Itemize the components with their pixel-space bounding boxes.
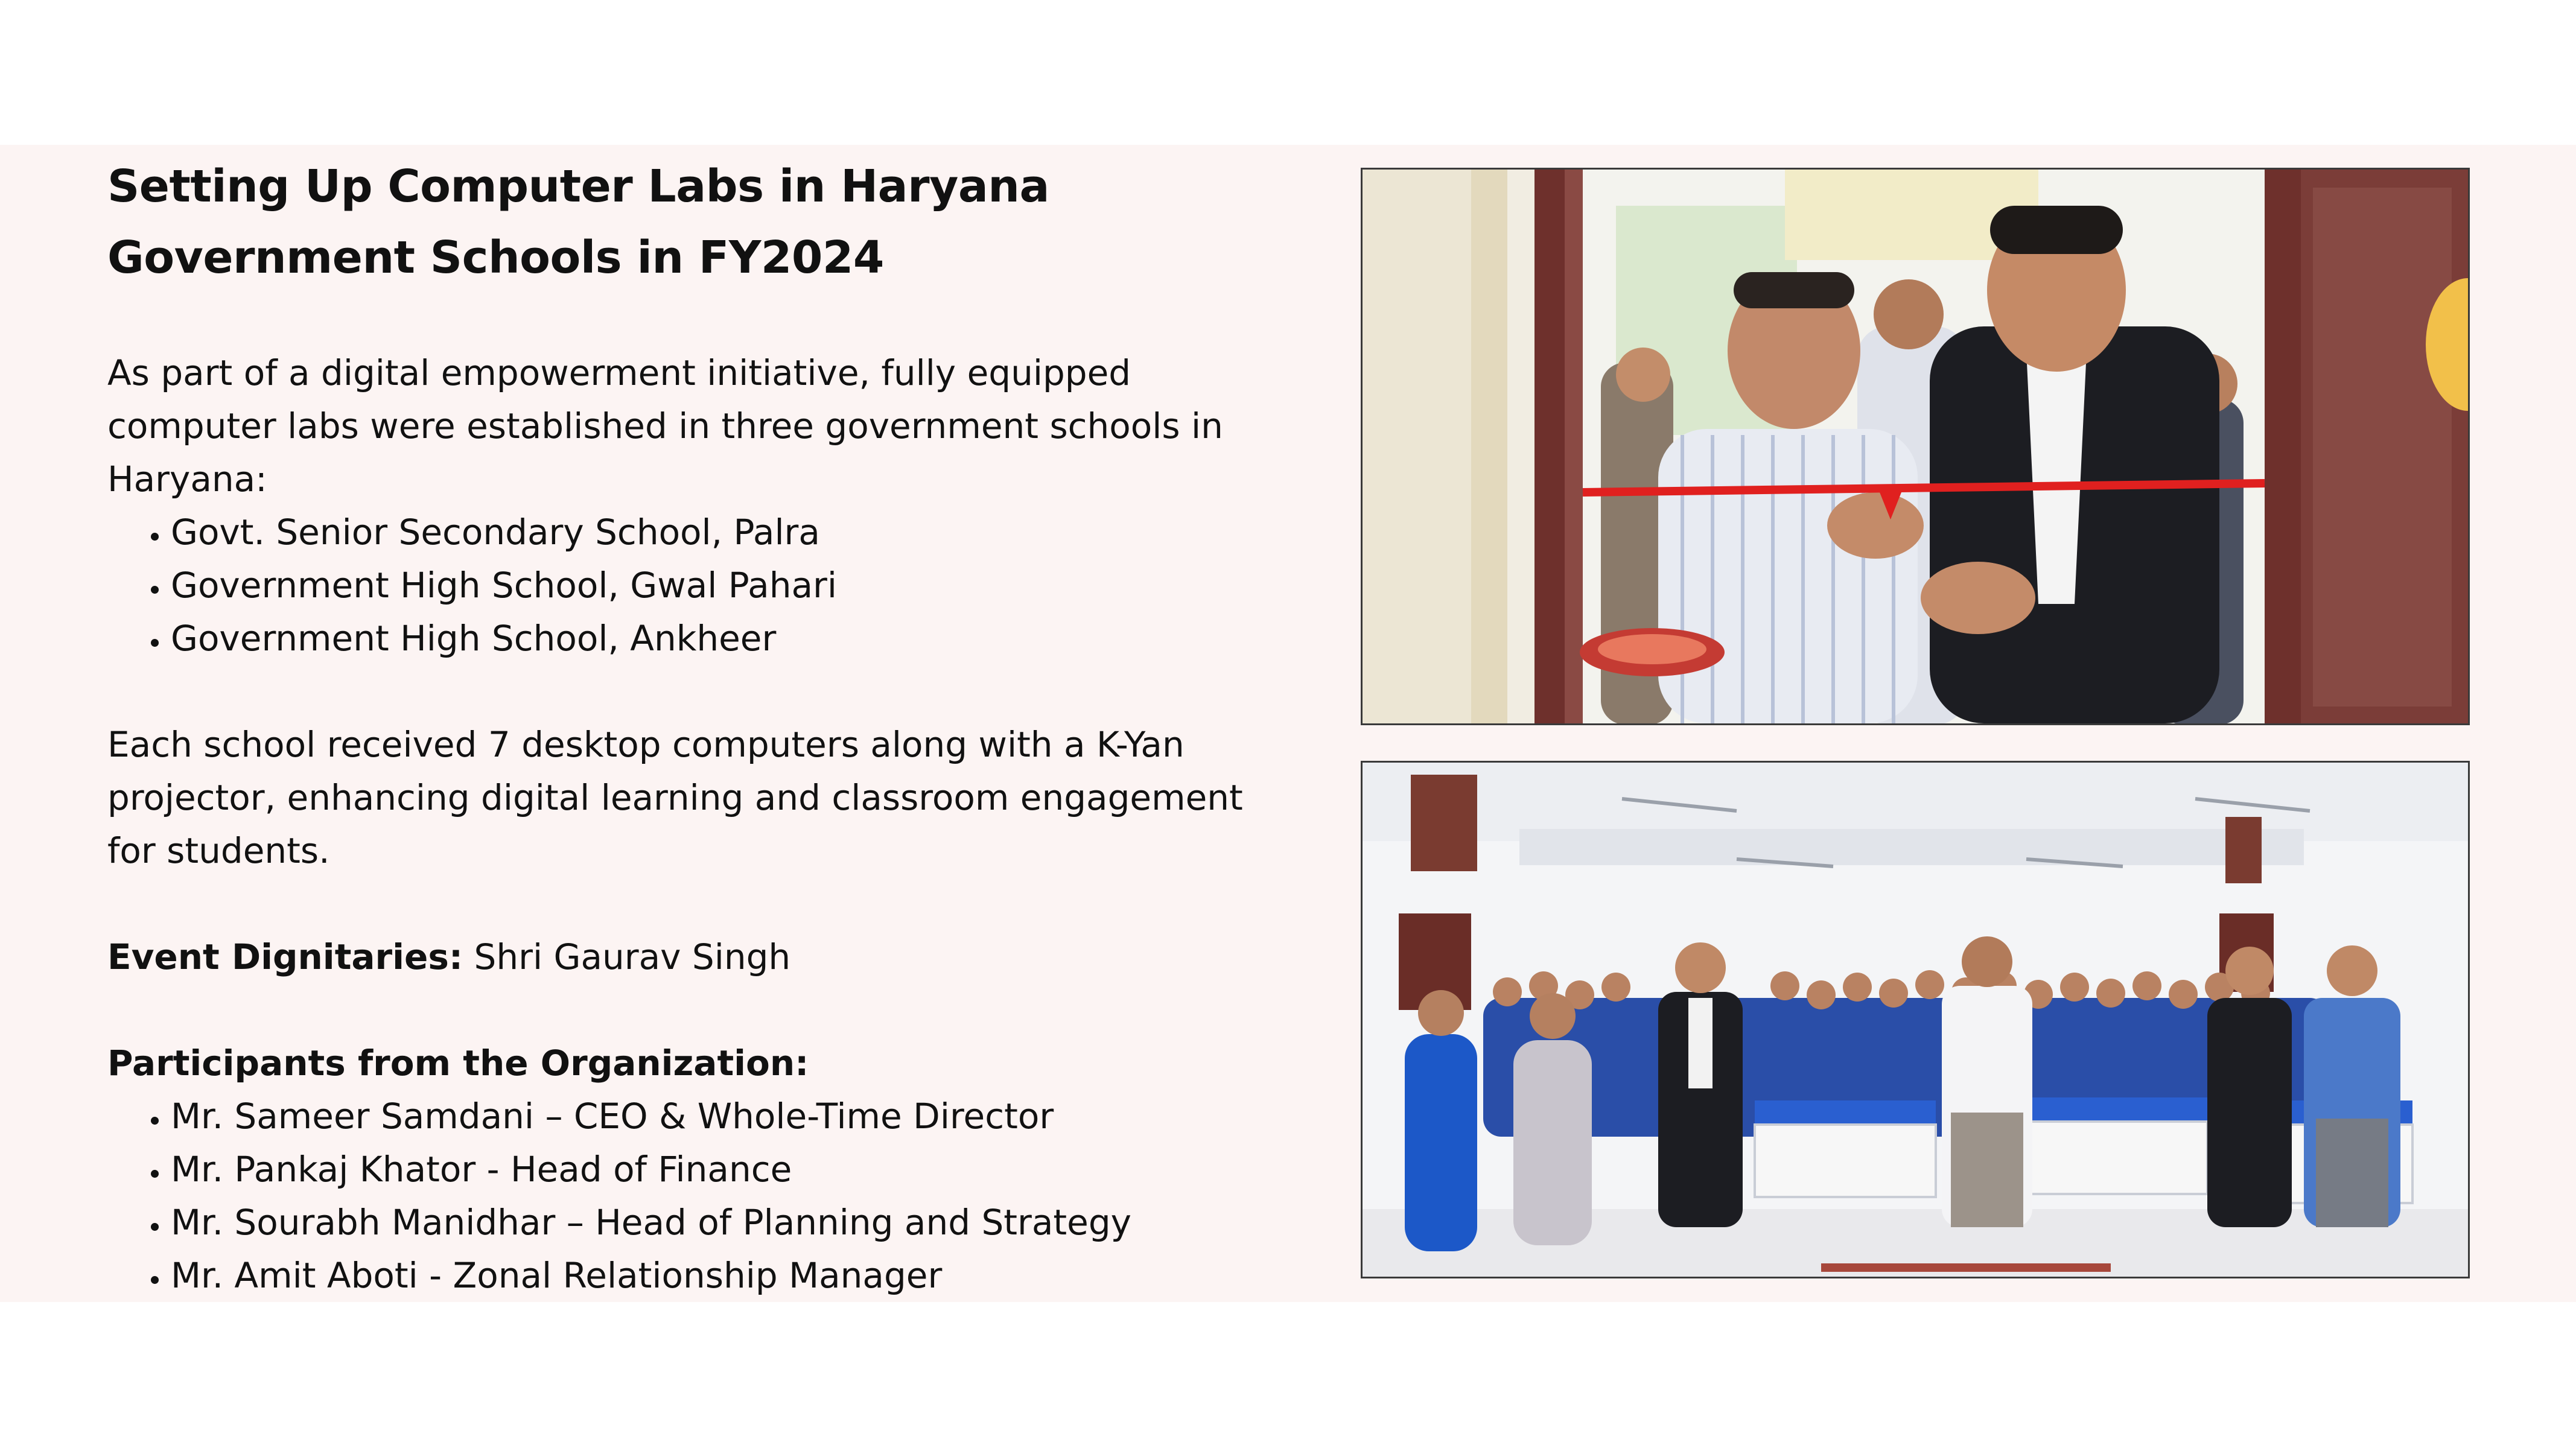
list-item: • Mr. Sameer Samdani – CEO & Whole-Time Director	[171, 1090, 1284, 1143]
text-column	[107, 151, 1284, 1302]
title-line-1: Setting Up Computer Labs in Haryana	[107, 160, 1049, 212]
page-title	[107, 151, 1284, 293]
list-item: • Mr. Pankaj Khator - Head of Finance	[171, 1143, 1284, 1196]
equipment-line-1: Each school received 7 desktop computers along with a K-Yan	[107, 724, 1185, 765]
ribbon-cutting-photo	[1361, 168, 2470, 725]
dignitaries-label: Event Dignitaries:	[107, 936, 463, 977]
list-item: • Govt. Senior Secondary School, Palra	[171, 506, 1284, 559]
list-item: • Mr. Amit Aboti - Zonal Relationship Manager	[171, 1249, 1284, 1302]
list-item: • Government High School, Ankheer	[171, 612, 1284, 665]
dignitaries-paragraph	[107, 930, 1284, 983]
intro-paragraph	[107, 346, 1284, 506]
equipment-line-3: for students.	[107, 830, 330, 871]
schools-list	[107, 506, 1284, 665]
list-item: • Government High School, Gwal Pahari	[171, 559, 1284, 612]
dignitaries-value: Shri Gaurav Singh	[463, 936, 791, 977]
computer-lab-group-photo	[1361, 761, 2470, 1278]
equipment-paragraph	[107, 718, 1284, 877]
participants-list	[107, 1090, 1284, 1302]
intro-line-1: As part of a digital empowerment initiative, fully equipped	[107, 352, 1131, 393]
equipment-line-2: projector, enhancing digital learning and classroom engagement	[107, 777, 1243, 818]
title-line-2: Government Schools in FY2024	[107, 232, 884, 284]
participants-heading: Participants from the Organization:	[107, 1043, 809, 1084]
intro-line-2: computer labs were established in three government schools in	[107, 405, 1223, 446]
intro-line-3: Haryana:	[107, 459, 267, 500]
list-item: • Mr. Sourabh Manidhar – Head of Planning and Strategy	[171, 1196, 1284, 1249]
